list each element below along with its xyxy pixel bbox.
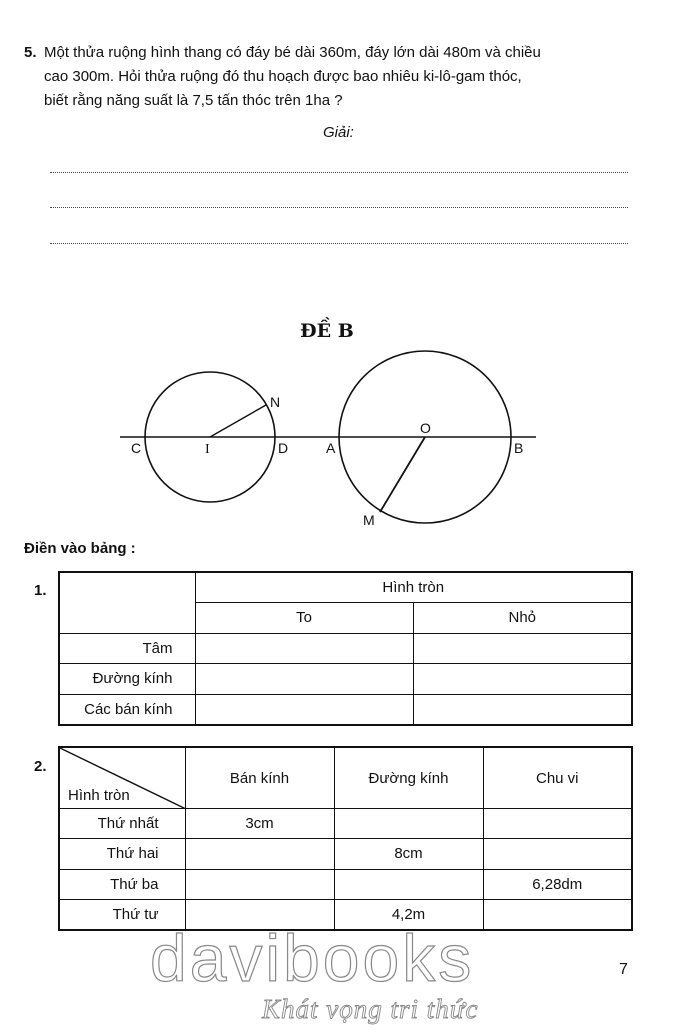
table2-cell: 4,2m bbox=[334, 900, 483, 931]
table2-cell bbox=[185, 839, 334, 870]
table2-cell bbox=[483, 808, 632, 839]
answer-line-3 bbox=[50, 243, 628, 244]
table2-cell: 8cm bbox=[334, 839, 483, 870]
table1-corner bbox=[59, 572, 195, 633]
answer-line-1 bbox=[50, 172, 628, 173]
label-a: A bbox=[326, 440, 336, 456]
table1-cell bbox=[413, 694, 632, 725]
radius-in bbox=[210, 405, 266, 437]
table2-row-label: Thứ nhất bbox=[59, 808, 185, 839]
table1-row-ban-kinh: Các bán kính bbox=[59, 694, 195, 725]
page-number: 7 bbox=[619, 961, 628, 978]
table1-cell bbox=[195, 633, 413, 664]
table1-cell bbox=[413, 664, 632, 695]
table2-col-chu-vi: Chu vi bbox=[483, 747, 632, 808]
label-b: B bbox=[514, 440, 524, 456]
table2-cell bbox=[185, 869, 334, 900]
label-o: O bbox=[420, 420, 431, 436]
table2-row-label: Thứ tư bbox=[59, 900, 185, 931]
table2-col-ban-kinh: Bán kính bbox=[185, 747, 334, 808]
table2-row-label: Thứ hai bbox=[59, 839, 185, 870]
label-c: C bbox=[131, 440, 142, 456]
watermark-slogan: Khát vọng tri thức bbox=[262, 994, 479, 1024]
table2-col-duong-kinh: Đường kính bbox=[334, 747, 483, 808]
table2-cell bbox=[483, 900, 632, 931]
table2-cell bbox=[483, 839, 632, 870]
circles-figure bbox=[0, 340, 700, 535]
problem-text-line-1: Một thửa ruộng hình thang có đáy bé dài 360m, đáy lớn dài 480m và chiều bbox=[44, 44, 541, 61]
circle-table-2 bbox=[58, 746, 633, 931]
table2-corner-label: Hình tròn bbox=[68, 786, 130, 804]
watermark-brand: davibooks bbox=[150, 921, 475, 995]
section-title: ĐỀ B bbox=[300, 320, 354, 342]
table2-cell: 6,28dm bbox=[483, 869, 632, 900]
table1-row-duong-kinh: Đường kính bbox=[59, 664, 195, 695]
radius-om bbox=[380, 437, 425, 512]
table2-number: 2. bbox=[34, 758, 47, 775]
label-d: D bbox=[278, 440, 289, 456]
fill-table-label: Điền vào bảng : bbox=[24, 540, 136, 557]
table1-cell bbox=[195, 664, 413, 695]
table2-row-label: Thứ ba bbox=[59, 869, 185, 900]
table1-col-to: To bbox=[195, 603, 413, 634]
table2-cell bbox=[334, 808, 483, 839]
label-m: M bbox=[363, 512, 375, 528]
table2-cell: 3cm bbox=[185, 808, 334, 839]
solution-label: Giải: bbox=[323, 124, 354, 141]
problem-number: 5. bbox=[24, 44, 37, 61]
table1-row-tam: Tâm bbox=[59, 633, 195, 664]
label-i: I bbox=[205, 442, 210, 457]
table2-corner bbox=[59, 747, 185, 808]
circle-table-1 bbox=[58, 571, 633, 726]
answer-line-2 bbox=[50, 207, 628, 208]
table1-cell bbox=[413, 633, 632, 664]
table1-cell bbox=[195, 694, 413, 725]
problem-text-line-3: biết rằng năng suất là 7,5 tấn thóc trên 1ha ? bbox=[44, 92, 343, 109]
table1-group-header: Hình tròn bbox=[195, 572, 632, 603]
table2-cell bbox=[334, 869, 483, 900]
label-n: N bbox=[270, 394, 281, 410]
table1-col-nho: Nhỏ bbox=[413, 603, 632, 634]
problem-text-line-2: cao 300m. Hỏi thửa ruộng đó thu hoạch được bao nhiêu ki-lô-gam thóc, bbox=[44, 68, 522, 85]
table1-number: 1. bbox=[34, 582, 47, 599]
